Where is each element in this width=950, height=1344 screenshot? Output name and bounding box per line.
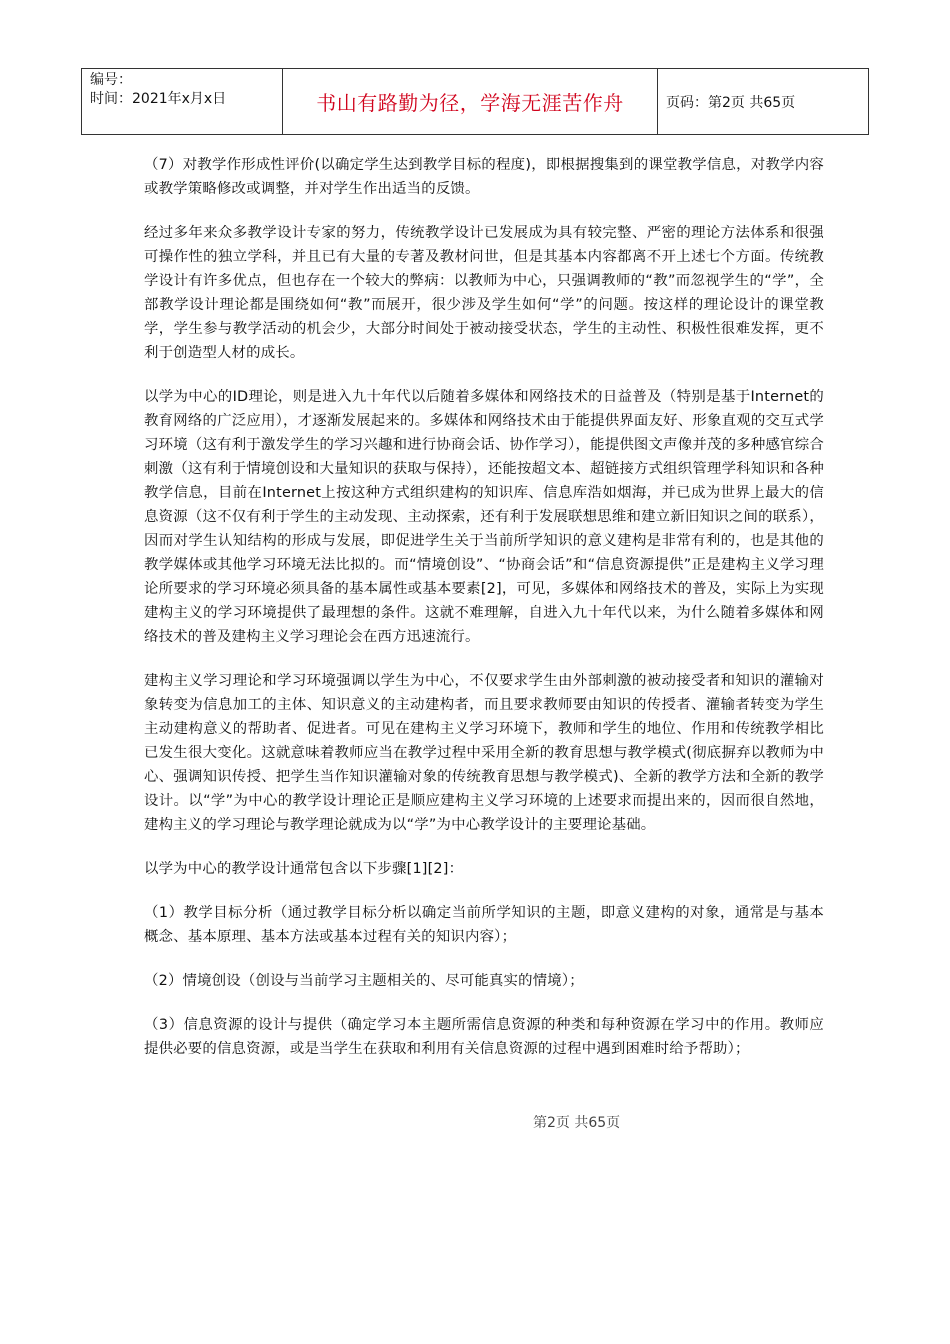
paragraph: （7）对教学作形成性评价(以确定学生达到教学目标的程度)，即根据搜集到的课堂教学信息，对教学内容或教学策略修改或调整，并对学生作出适当的反馈。: [144, 157, 824, 197]
document-body: [144, 153, 824, 1081]
header-motto-cell: [283, 69, 658, 134]
header-page-info: [658, 69, 868, 134]
time-label: 时间：2021年x月x日: [90, 91, 227, 107]
motto: 书山有路勤为径，学海无涯苦作舟: [316, 91, 624, 115]
paragraph: 以学为中心的ID理论，则是进入九十年代以后随着多媒体和网络技术的日益普及（特别是基于Internet的教育网络的广泛应用），才逐渐发展起来的。多媒体和网络技术由于能提供界面友好、形象直观的交互式学习环境（这有利于激发学生的学习兴趣和进行协商会话、协作学习），能提供图文声像并茂的多种感官综合刺激（这有利于情境创设和大量知识的获取与保持），还能按超文本、超链接方式组织管理学科知识和各种教学信息，目前在Internet上按这种方式组织建构的知识库、信息库浩如烟海，并已成为世界上最大的信息资源（这不仅有利于学生的主动发现、主动探索，还有利于发展联想思维和建立新旧知识之间的联系），因而对学生认知结构的形成与发展，即促进学生关于当前所学知识的意义建构是非常有利的，也是其他的教学媒体或其他学习环境无法比拟的。而“情境创设”、“协商会话”和“信息资源提供”正是建构主义学习理论所要求的学习环境必须具备的基本属性或基本要素[2]，可见，多媒体和网络技术的普及，实际上为实现建构主义的学习环境提供了最理想的条件。这就不难理解，自进入九十年代以来，为什么随着多媒体和网络技术的普及建构主义学习理论会在西方迅速流行。: [144, 389, 824, 645]
page-info: 页码：第2页 共65页: [666, 94, 796, 111]
paragraph: （3）信息资源的设计与提供（确定学习本主题所需信息资源的种类和每种资源在学习中的作用。教师应提供必要的信息资源，或是当学生在获取和利用有关信息资源的过程中遇到困难时给予帮助）；: [144, 1017, 824, 1057]
paragraph: （1）教学目标分析（通过教学目标分析以确定当前所学知识的主题，即意义建构的对象，通常是与基本概念、基本原理、基本方法或基本过程有关的知识内容）；: [144, 905, 824, 945]
paragraph: 建构主义学习理论和学习环境强调以学生为中心，不仅要求学生由外部刺激的被动接受者和知识的灌输对象转变为信息加工的主体、知识意义的主动建构者，而且要求教师要由知识的传授者、灌输者转变为学生主动建构意义的帮助者、促进者。可见在建构主义学习环境下，教师和学生的地位、作用和传统教学相比已发生很大变化。这就意味着教师应当在教学过程中采用全新的教育思想与教学模式(彻底摒弃以教师为中心、强调知识传授、把学生当作知识灌输对象的传统教育思想与教学模式)、全新的教学方法和全新的教学设计。以“学”为中心的教学设计理论正是顺应建构主义学习环境的上述要求而提出来的，因而很自然地，建构主义的学习理论与教学理论就成为以“学”为中心教学设计的主要理论基础。: [144, 673, 824, 833]
page-header: [81, 68, 869, 135]
number-label: 编号：: [90, 72, 132, 88]
paragraph: 经过多年来众多教学设计专家的努力，传统教学设计已发展成为具有较完整、严密的理论方法体系和很强可操作性的独立学科，并且已有大量的专著及教材问世，但是其基本内容都离不开上述七个方面。传统教学设计有许多优点，但也存在一个较大的弊病：以教师为中心，只强调教师的“教”而忽视学生的“学”，全部教学设计理论都是围绕如何“教”而展开，很少涉及学生如何“学”的问题。按这样的理论设计的课堂教学，学生参与教学活动的机会少，大部分时间处于被动接受状态，学生的主动性、积极性很难发挥，更不利于创造型人材的成长。: [144, 225, 824, 361]
page-number-overlay: 第2页 共65页: [533, 1115, 621, 1131]
paragraph: （2）情境创设（创设与当前学习主题相关的、尽可能真实的情境）；: [144, 973, 584, 989]
paragraph: 以学为中心的教学设计通常包含以下步骤[1][2]：: [144, 861, 464, 877]
header-meta: [82, 69, 283, 134]
